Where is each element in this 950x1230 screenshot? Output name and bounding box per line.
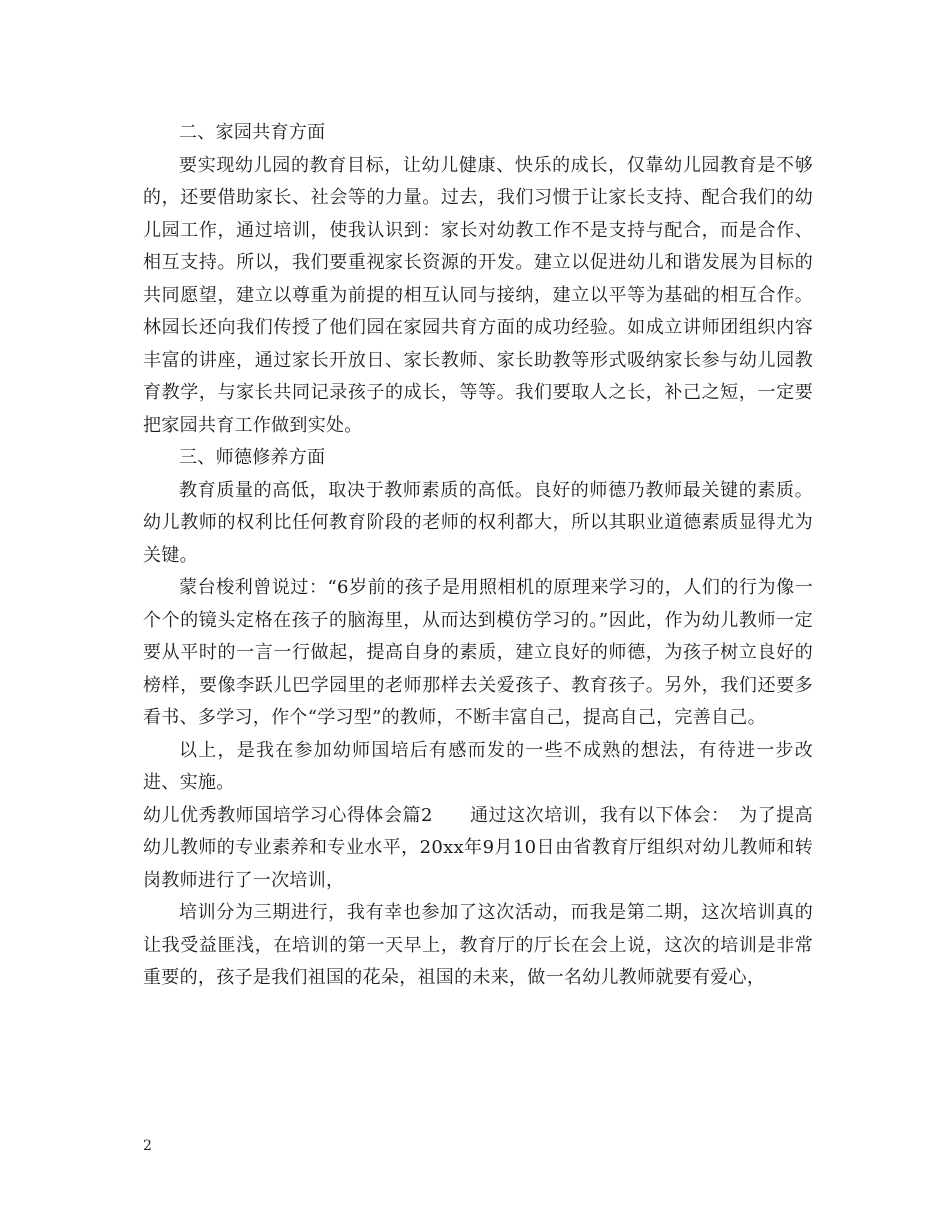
section-heading-teacher-ethics: 三、师德修养方面 xyxy=(179,447,326,468)
paragraph-home-school: 要实现幼儿园的教育目标，让幼儿健康、快乐的成长，仅靠幼儿园教育是不够的，还要借助家长、社会等的力量。过去，我们习惯于让家长支持、配合我们的幼儿园工作，通过培训，使我认识到：家长对幼教工作不是支持与配合，而是合作、相互支持。所以，我们要重视家长资源的开发。建立以促进幼儿和谐发展为目标的共同愿望，建立以尊重为前提的相互认同与接纳，建立以平等为基础的相互合作。林园长还向我们传授了他们园在家园共育方面的成功经验。如成立讲师团组织内容丰富的讲座，通过家长开放日、家长教师、家长助教等形式吸纳家长参与幼儿园教育教学，与家长共同记录孩子的成长，等等。我们要取人之长，补己之短，一定要把家园共育工作做到实处。 xyxy=(143,154,813,436)
document-body xyxy=(143,117,813,995)
paragraph-article-2-intro: 幼儿优秀教师国培学习心得体会篇2 通过这次培训，我有以下体会： 为了提高幼儿教师的专业素养和专业水平，20xx年9月10日由省教育厅组织对幼儿教师和转岗教师进行了一次培训， xyxy=(143,804,813,891)
section-heading-home-school: 二、家园共育方面 xyxy=(179,122,326,143)
paragraph-training-phases: 培训分为三期进行，我有幸也参加了这次活动，而我是第二期，这次培训真的让我受益匪浅，在培训的第一天早上，教育厅的厅长在会上说，这次的培训是非常重要的，孩子是我们祖国的花朵，祖国的未来，做一名幼儿教师就要有爱心， xyxy=(143,902,813,988)
paragraph-montessori: 蒙台梭利曾说过：“6岁前的孩子是用照相机的原理来学习的，人们的行为像一个个的镜头定格在孩子的脑海里，从而达到模仿学习的。”因此，作为幼儿教师一定要从平时的一言一行做起，提高自身的素质，建立良好的师德，为孩子树立良好的榜样，要像李跃儿巴学园里的老师那样去关爱孩子、教育孩子。另外，我们还要多看书、多学习，作个“学习型”的教师，不断丰富自己，提高自己，完善自己。 xyxy=(143,577,813,728)
paragraph-teacher-quality: 教育质量的高低，取决于教师素质的高低。良好的师德乃教师最关键的素质。幼儿教师的权利比任何教育阶段的老师的权利都大，所以其职业道德素质显得尤为关键。 xyxy=(143,479,813,566)
page-number: 2 xyxy=(143,1138,152,1154)
paragraph-conclusion: 以上，是我在参加幼师国培后有感而发的一些不成熟的想法，有待进一步改进、实施。 xyxy=(143,739,813,793)
